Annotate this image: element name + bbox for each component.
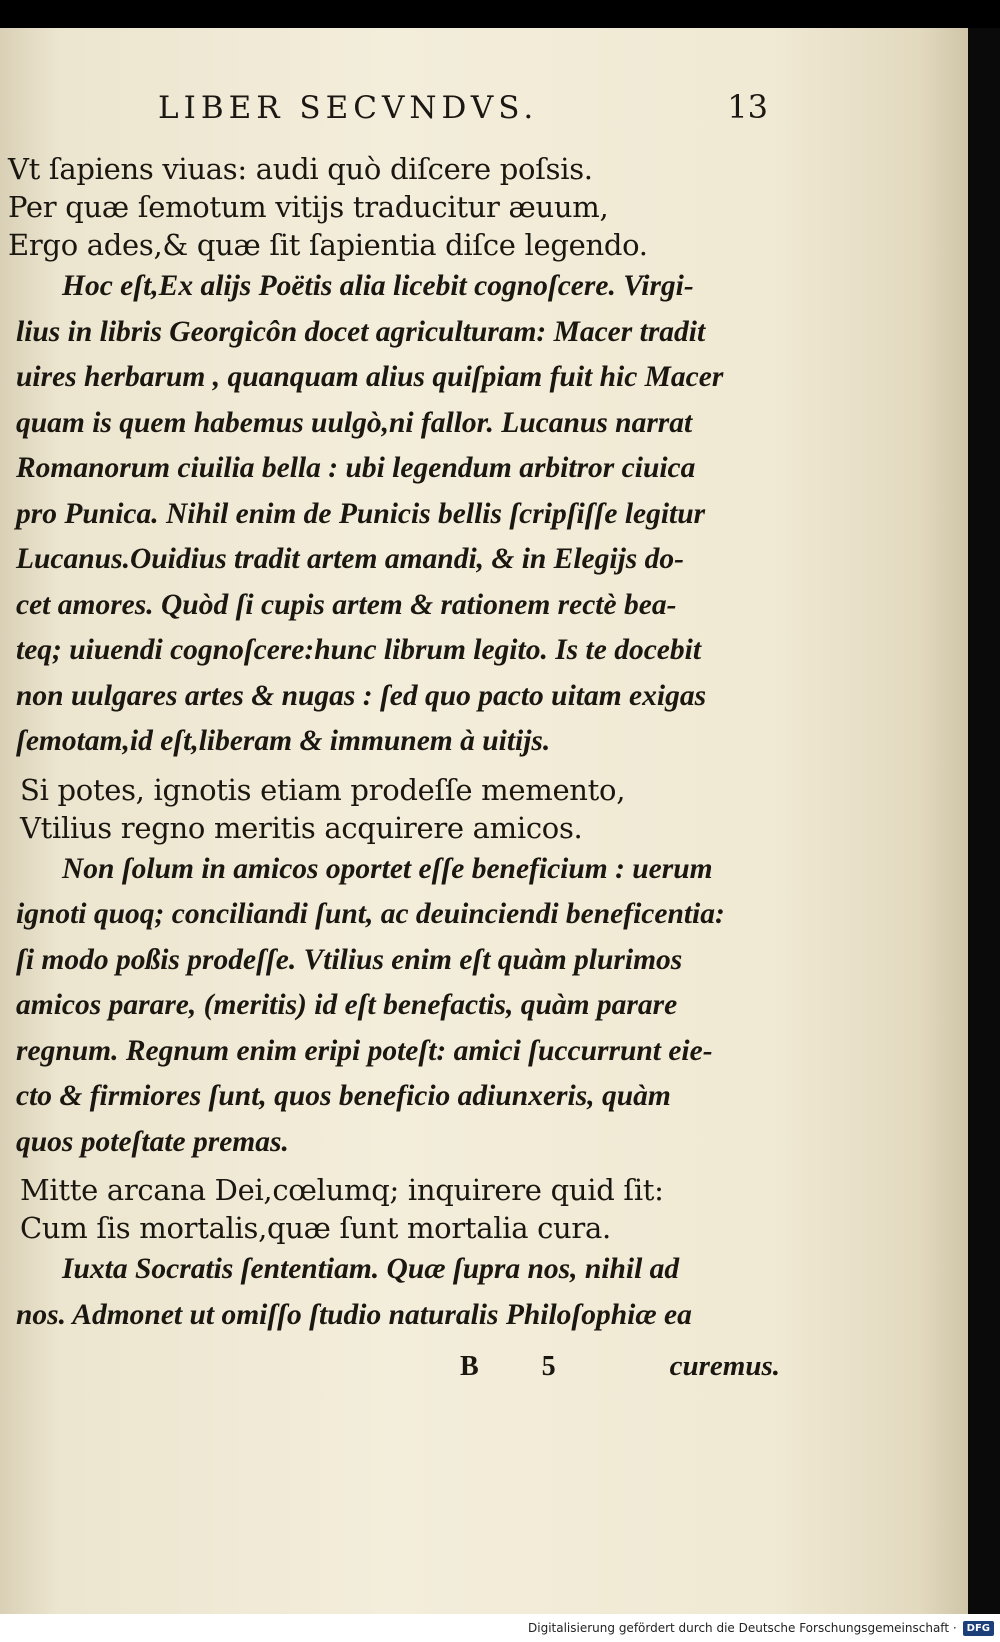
commentary-line: ſi modo poßis prodeſſe. Vtilius enim eſt quàm plurimos [16,943,683,976]
commentary-line: ſemotam,id eſt,liberam & immunem à uitijs. [16,725,551,757]
verse-block [8,1171,778,1247]
signature-mark: B 5 [460,1351,584,1382]
commentary-line: teq; uiuendi cognoſcere:hunc librum legito. Is te docebit [16,634,702,666]
page-text [8,150,778,1338]
dfg-logo: DFG [963,1621,994,1636]
verse-line: Mitte arcana Dei,cœlumq; inquirere quid ſit: [20,1173,664,1207]
commentary-line: Hoc eſt,Ex alijs Poëtis alia licebit cognoſcere. Virgi- [62,270,694,302]
commentary-block [8,1247,778,1338]
scan-edge [968,28,1000,1614]
digitization-footer [0,1614,1000,1642]
commentary-block [8,847,778,1166]
footer-credit: Digitalisierung gefördert durch die Deutsche Forschungsgemeinschaft · [528,1621,957,1635]
catchword: curemus. [669,1350,780,1382]
commentary-line: cto & firmiores ſunt, quos beneficio adiunxeris, quàm [16,1080,671,1112]
commentary-line: amicos parare, (meritis) id eſt benefactis, quàm parare [16,989,678,1021]
commentary-line: quam is quem habemus uulgò,ni fallor. Lucanus narrat [16,406,693,439]
verse-line: Si potes, ignotis etiam prodeſſe memento, [20,772,626,807]
commentary-line: lius in libris Georgicôn docet agriculturam: Macer tradit [16,315,706,348]
verse-block [8,150,778,264]
commentary-line: pro Punica. Nihil enim de Punicis bellis ſcripſiſſe legitur [16,497,706,530]
commentary-line: uires herbarum , quanquam alius quiſpiam fuit hic Macer [16,361,724,393]
commentary-line: Romanorum ciuilia bella : ubi legendum arbitror ciuica [16,452,696,484]
running-head-title: LIBER SECVNDVS. [158,90,539,126]
commentary-line: Iuxta Socratis ſententiam. Quæ ſupra nos, nihil ad [62,1253,680,1285]
signature-line [460,1350,780,1383]
commentary-line: quos poteſtate premas. [16,1125,289,1158]
commentary-line: cet amores. Quòd ſi cupis artem & rationem rectè bea- [16,588,677,621]
commentary-line: non uulgares artes & nugas : ſed quo pacto uitam exigas [16,679,707,712]
verse-line: Cum ſis mortalis,quæ ſunt mortalia cura. [20,1211,611,1245]
commentary-line: Non ſolum in amicos oportet eſſe beneficium : uerum [62,852,713,885]
verse-line: Per quæ ſemotum vitijs traducitur æuum, [8,190,609,224]
verse-line: Ergo ades,& quæ ſit ſapientia diſce legendo. [8,228,648,262]
commentary-block [8,264,778,765]
verse-line: Vtilius regno meritis acquirere amicos. [20,810,583,845]
verse-line: Vt ſapiens viuas: audi quò diſcere poſsis. [8,152,593,186]
verse-block [8,771,778,847]
commentary-line: ignoti quoq; conciliandi ſunt, ac deuinciendi beneficentia: [16,898,725,930]
page-number: 13 [727,88,768,126]
commentary-line: Lucanus.Ouidius tradit artem amandi, & in Elegijs do- [16,543,684,575]
running-head [158,88,768,126]
commentary-line: regnum. Regnum enim eripi poteſt: amici ſuccurrunt eie- [16,1034,713,1067]
commentary-line: nos. Admonet ut omiſſo ſtudio naturalis Philoſophiæ ea [16,1298,692,1331]
